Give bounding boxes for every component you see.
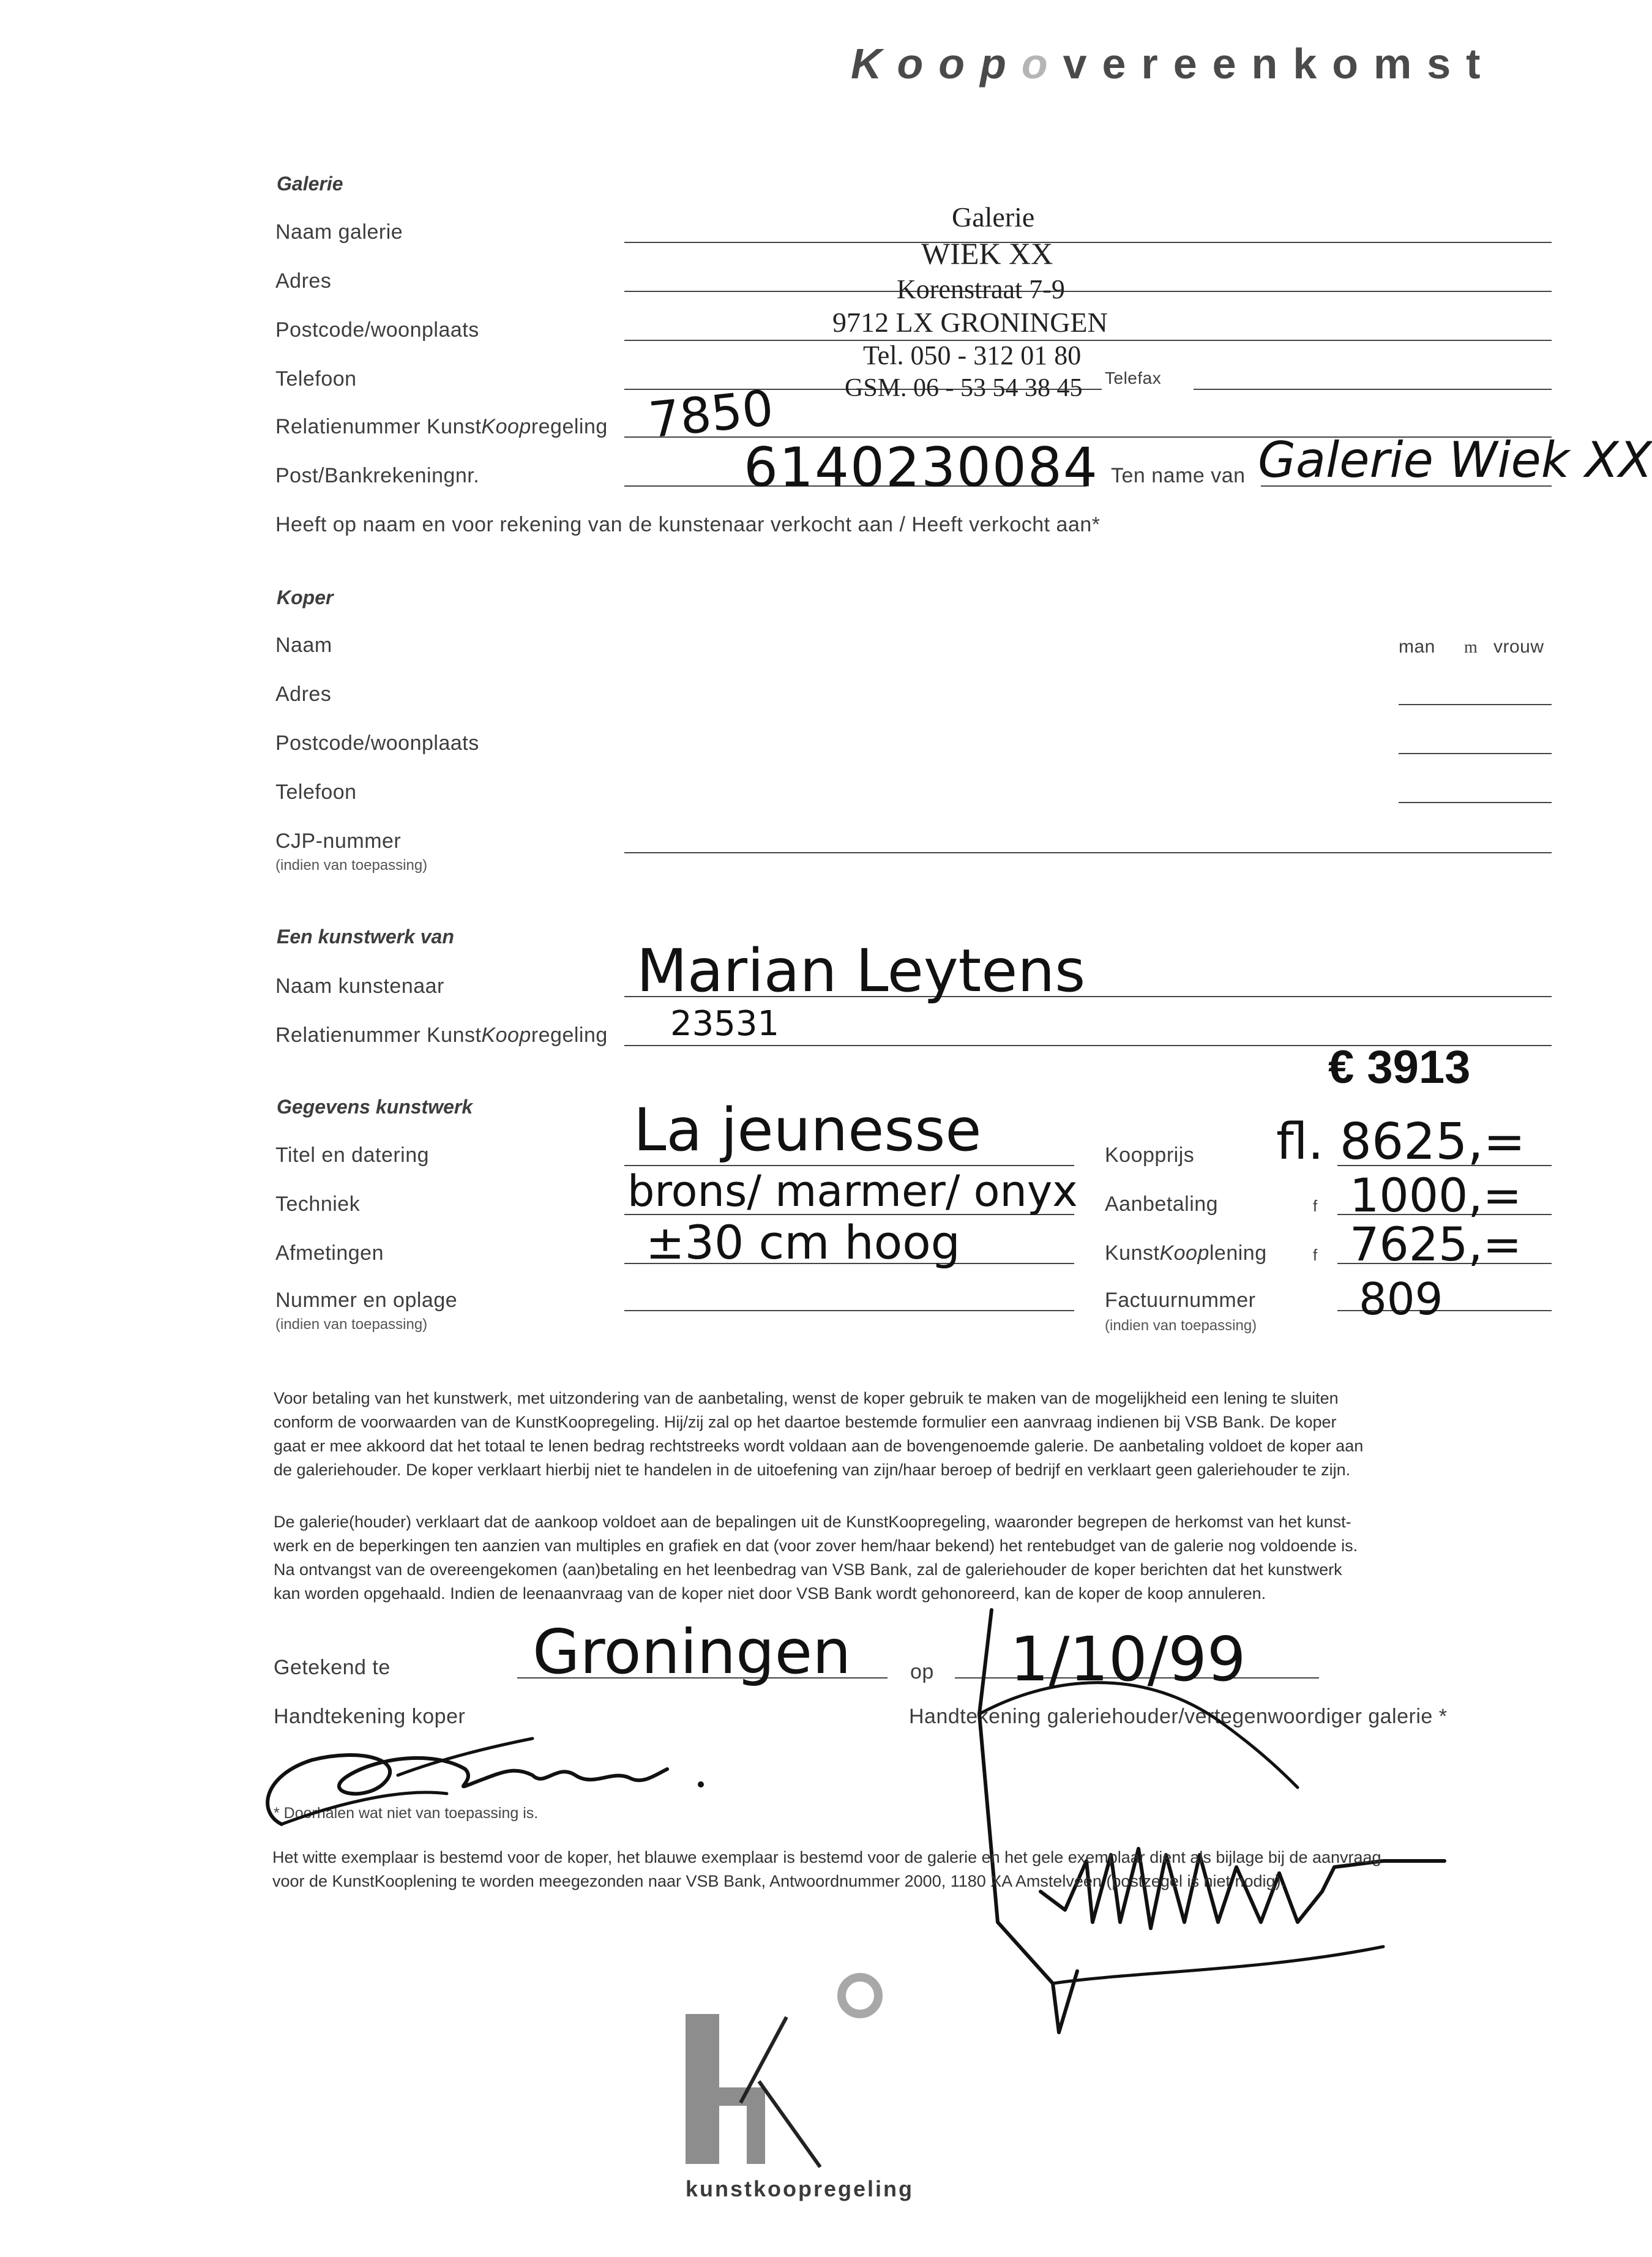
koper-adres-label: Adres xyxy=(275,683,332,706)
telefax-label: Telefax xyxy=(1105,369,1162,387)
factuurnummer-sublabel: (indien van toepassing) xyxy=(1105,1317,1257,1334)
section-kunstwerk-van: Een kunstwerk van xyxy=(277,926,454,948)
naam-galerie-field[interactable] xyxy=(624,242,1552,243)
cjp-nummer-label: CJP-nummer xyxy=(275,829,402,853)
relatienummer-galerie-label: Relatienummer KunstKoopregeling xyxy=(275,415,608,438)
koopprijs-label: Koopprijs xyxy=(1105,1143,1195,1167)
gallery-declaration-paragraph: De galerie(houder) verklaart dat de aankoop voldoet aan de bepalingen uit de KunstKoopregeling, waaronder begrepen de herkomst van het kunst- werk en de beperkingen ten aanzien van multiples en grafiek en dat (voor zover hem/haar bekend) het rentebudget van de galerie nog voldoende is. Na ontvangst van de overeengekomen (aan)betaling en het leenbedrag van VSB Bank, zal de galeriehouder de koper berichten dat het kunstwerk kan worden opgehaald. Indien de leenaanvraag van de koper niet door VSB Bank wordt gehonoreerd, kan de koper de koop annuleren. xyxy=(274,1513,1358,1603)
hand-naam-kunstenaar: Marian Leytens xyxy=(637,937,1086,1005)
kunstkooplening-currency: f xyxy=(1313,1246,1318,1264)
logo-wordmark: kunstkoopregeling xyxy=(686,2176,914,2201)
relatienummer-kunstenaar-label: Relatienummer KunstKoopregeling xyxy=(275,1024,608,1047)
section-koper: Koper xyxy=(277,586,334,608)
section-gegevens-kunstwerk: Gegevens kunstwerk xyxy=(277,1096,473,1118)
loan-conditions-paragraph: Voor betaling van het kunstwerk, met uitzondering van de aanbetaling, wenst de koper gebruik te maken van de mogelijkheid een lening te sluiten conform de voorwaarden van de KunstKoopregeling. Hij/zij zal op het daartoe bestemde formulier een aanvraag indienen bij VSB Bank. De koper gaat er mee akkoord dat het totaal te lenen bedrag rechtstreeks wordt voldaan aan de bovengenoemde galerie. De aanbetaling voldoet de koper aan de galeriehouder. De koper verklaart hierbij niet te handelen in de uitoefening van zijn/haar beroep of bedrijf en verklaart geen galeriehouder te zijn. xyxy=(274,1389,1364,1479)
naam-galerie-label: Naam galerie xyxy=(275,220,403,244)
handtekening-koper-label: Handtekening koper xyxy=(274,1705,466,1728)
gender-vrouw-label: vrouw xyxy=(1493,637,1544,657)
hand-kunstkooplening: 7625,= xyxy=(1350,1217,1522,1271)
stamp-line-1: Galerie xyxy=(952,201,1035,233)
adres-label: Adres xyxy=(275,269,332,293)
hand-aanbetaling: 1000,= xyxy=(1350,1168,1522,1222)
document-title: Koopovereenkomst xyxy=(851,40,1496,88)
stamp-line-5: Tel. 050 - 312 01 80 xyxy=(863,340,1082,370)
hand-relatienummer: 7850 xyxy=(646,379,776,449)
stamp-line-3: Korenstraat 7-9 xyxy=(897,274,1065,304)
gender-man-label: man xyxy=(1399,637,1435,657)
koper-signature xyxy=(245,1702,747,1861)
stamp-line-4: 9712 LX GRONINGEN xyxy=(832,307,1108,338)
gender-m-label: m xyxy=(1464,638,1478,657)
verkocht-aan-text: Heeft op naam en voor rekening van de kunstenaar verkocht aan / Heeft verkocht aan* xyxy=(275,513,1101,536)
telefoon-label: Telefoon xyxy=(275,367,357,391)
postcode-label: Postcode/woonplaats xyxy=(275,318,479,342)
euro-amount-note: € 3913 xyxy=(1328,1041,1471,1093)
naam-kunstenaar-label: Naam kunstenaar xyxy=(275,975,444,998)
section-galerie: Galerie xyxy=(277,173,343,195)
aanbetaling-currency: f xyxy=(1313,1197,1318,1215)
cjp-nummer-field[interactable] xyxy=(624,852,1552,853)
koper-telefoon-field[interactable] xyxy=(1399,802,1552,803)
factuurnummer-label: Factuurnummer xyxy=(1105,1289,1256,1312)
aanbetaling-label: Aanbetaling xyxy=(1105,1192,1219,1216)
getekend-te-label: Getekend te xyxy=(274,1656,391,1679)
nummer-oplage-sublabel: (indien van toepassing) xyxy=(275,1316,428,1333)
nummer-oplage-label: Nummer en oplage xyxy=(275,1289,458,1312)
nummer-oplage-field[interactable] xyxy=(624,1310,1074,1311)
koper-postcode-label: Postcode/woonplaats xyxy=(275,732,479,755)
ten-name-van-label: Ten name van xyxy=(1111,464,1246,487)
stamp-line-6: GSM. 06 - 53 54 38 45 xyxy=(845,374,1083,402)
kunstkoopregeling-logo xyxy=(679,1959,912,2185)
hand-bankrekening: 6140230084 xyxy=(744,436,1099,499)
stamp-line-2: WIEK XX xyxy=(921,236,1053,271)
hand-techniek: brons/ marmer/ onyx xyxy=(627,1166,1078,1216)
hand-titel: La jeunesse xyxy=(634,1096,982,1164)
koper-telefoon-label: Telefoon xyxy=(275,780,357,804)
titel-label: Titel en datering xyxy=(275,1143,430,1167)
copies-note: Het witte exemplaar is bestemd voor de koper, het blauwe exemplaar is bestemd voor de galerie en het gele exemplaar dient als bijlage bij de aanvraag voor de KunstKooplening te worden meegezonden naar VSB Bank, Antwoordnummer 2000, 1180 XA Amstelveen (postzegel is niet nodig). xyxy=(272,1848,1381,1890)
telefax-field[interactable] xyxy=(1194,389,1552,390)
galerie-signature xyxy=(955,1604,1493,2051)
hand-plaats: Groningen xyxy=(533,1616,851,1688)
koper-naam-label: Naam xyxy=(275,634,332,657)
afmetingen-label: Afmetingen xyxy=(275,1241,384,1265)
cjp-nummer-sublabel: (indien van toepassing) xyxy=(275,857,428,874)
op-label: op xyxy=(910,1660,934,1683)
adres-field[interactable] xyxy=(624,291,1552,292)
postcode-field[interactable] xyxy=(624,340,1552,341)
hand-relatienummer-kunstenaar: 23531 xyxy=(670,1004,780,1044)
hand-datum: 1/10/99 xyxy=(1010,1623,1246,1695)
kunstkooplening-label: KunstKooplening xyxy=(1105,1241,1267,1265)
hand-factuurnummer: 809 xyxy=(1359,1273,1443,1325)
doorhalen-note: * Doorhalen wat niet van toepassing is. xyxy=(274,1805,539,1822)
koper-postcode-field[interactable] xyxy=(1399,753,1552,754)
bankrekening-label: Post/Bankrekeningnr. xyxy=(275,464,480,487)
koper-adres-field[interactable] xyxy=(1399,704,1552,705)
techniek-label: Techniek xyxy=(275,1192,361,1216)
hand-koopprijs: fl. 8625,= xyxy=(1276,1113,1526,1171)
hand-afmetingen: ±30 cm hoog xyxy=(646,1215,960,1270)
handtekening-galerie-label: Handtekening galeriehouder/vertegenwoordiger galerie * xyxy=(909,1705,1448,1728)
hand-ten-name-van: Galerie Wiek XX xyxy=(1258,432,1652,488)
